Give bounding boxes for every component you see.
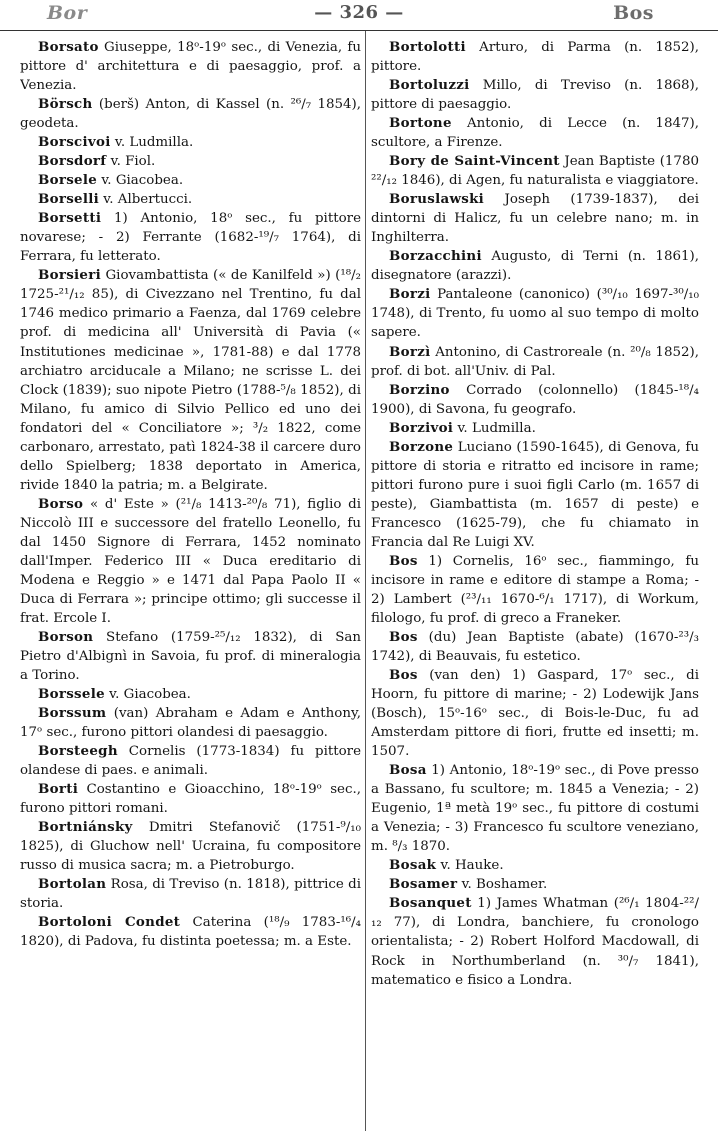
entry-headword: Borssum xyxy=(38,705,107,722)
page-number: — 326 — xyxy=(314,2,404,23)
column-divider xyxy=(365,31,366,1131)
entry-headword: Bosamer xyxy=(389,876,458,893)
entry-headword: Borzino xyxy=(389,381,450,398)
dictionary-entry xyxy=(371,381,699,419)
dictionary-entry xyxy=(371,38,699,76)
dictionary-entry xyxy=(20,628,361,685)
dictionary-entry xyxy=(371,114,699,152)
entry-text: Rosa, di Treviso (n. 1818), pittrice di storia. xyxy=(20,877,361,912)
dictionary-entry xyxy=(20,913,361,951)
entry-text: (van den) 1) Gaspard, 17ᵒ sec., di Hoorn, fu pittore di marine; - 2) Lodewijk Jans (Bosch), 15ᵒ-16ᵒ sec., di Bois-le-Duc, fu ad Amsterdam pittore di fiori, frutte ed insetti; m. 1507. xyxy=(371,668,699,760)
entry-text: 1) Antonio, 18ᵒ sec., fu pittore novarese; - 2) Ferrante (1682-¹⁹/₇ 1764), di Ferrara, fu letterato. xyxy=(20,211,361,265)
entry-text: v. Giacobea. xyxy=(97,173,184,189)
entry-text: 1) James Whatman (²⁶/₁ 1804-²²/₁₂ 77), di Londra, banchiere, fu cronologo orientalista; - 2) Robert Holford Macdowall, di Rock in Northumberland (n. ³⁰/₇ 1841), matematico e fisico a Londra. xyxy=(371,896,699,988)
entry-headword: Bortoloni Condet xyxy=(38,914,181,931)
entry-text: v. Hauke. xyxy=(436,858,504,874)
dictionary-entry xyxy=(371,761,699,856)
entry-text: Costantino e Gioacchino, 18ᵒ-19ᵒ sec., furono pittori romani. xyxy=(20,782,361,817)
entry-text: Luciano (1590-1645), di Genova, fu pittore di storia e ritratto ed incisore in rame; pittori furono pure i suoi figli Carlo (m. 1657 di peste), Giambattista (m. 1657 di peste) e Francesco (1625-79), che fu chiamato in Francia dal Re Luigi XV. xyxy=(371,439,699,550)
entry-headword: Borscivoi xyxy=(38,134,111,151)
entry-text: Antonino, di Castroreale (n. ²⁰/₈ 1852), prof. di bot. all'Univ. di Pal. xyxy=(371,344,699,379)
entry-text: Dmitri Stefanovič (1751-⁹/₁₀ 1825), di Gluchow nell' Ucraina, fu compositore russo di musica sacra; m. a Pietroburgo. xyxy=(20,820,361,874)
entry-headword: Bosanquet xyxy=(389,895,472,912)
running-head-left: Bor xyxy=(47,2,88,24)
dictionary-entry xyxy=(371,628,699,666)
entry-headword: Bos xyxy=(389,628,418,645)
dictionary-entry xyxy=(371,894,699,989)
dictionary-entry xyxy=(371,552,699,628)
dictionary-entry xyxy=(20,266,361,494)
entry-text: Giovambattista (« de Kanilfeld ») (¹⁸/₂ 1725-²¹/₁₂ 85), di Civezzano nel Trentino, fu dal 1746 medico primario a Faenza, dal 1769 celebre prof. di medicina all' Università di Pavia (« Institutiones medicinae », 1781-88) e dal 1778 archiatro arciducale a Milano; ne scrisse L. dei Clock (1839); suo nipote Pietro (1788-⁵/₈ 1852), di Milano, fu amico di Silvio Pellico ed uno dei fondatori del « Conciliatore »; ³/₂ 1822, come carbonaro, arrestato, patì 1824-38 il carcere duro dello Spielberg; 1838 deportato in America, rivide 1840 la patria; m. a Belgirate. xyxy=(20,268,361,493)
entry-text: v. Ludmilla. xyxy=(453,420,536,436)
dictionary-entry xyxy=(20,818,361,875)
dictionary-entry xyxy=(371,666,699,761)
entry-headword: Borselli xyxy=(38,191,100,208)
entry-text: « d' Este » (²¹/₈ 1413-²⁰/₈ 71), figlio di Niccolò III e successore del fratello Leonello, fu dal 1450 Signore di Ferrara, 1452 nominato dall'Imper. Federico III « Duca ereditario di Modena e Reggio » e 1471 dal Papa Paolo II « Duca di Ferrara »; principe ottimo; gli successe il frat. Ercole I. xyxy=(20,496,361,626)
dictionary-entry xyxy=(371,438,699,552)
entry-text: Arturo, di Parma (n. 1852), pittore. xyxy=(371,40,699,75)
entry-headword: Borti xyxy=(38,781,79,798)
entry-text: Millo, di Treviso (n. 1868), pittore di paesaggio. xyxy=(371,78,699,113)
entry-headword: Bos xyxy=(389,667,418,684)
entry-text: Antonio, di Lecce (n. 1847), scultore, a Firenze. xyxy=(371,116,699,151)
entry-text: Cornelis (1773-1834) fu pittore olandese di paes. e animali. xyxy=(20,744,361,779)
entry-headword: Bortone xyxy=(389,115,452,132)
entry-headword: Bortolan xyxy=(38,876,107,893)
entry-headword: Börsch xyxy=(38,96,93,113)
dictionary-entry xyxy=(371,419,699,438)
entry-headword: Bos xyxy=(389,552,418,569)
entry-text: (du) Jean Baptiste (abate) (1670-²³/₃ 1742), di Beauvais, fu estetico. xyxy=(371,629,699,664)
entry-headword: Borzacchini xyxy=(389,248,482,265)
entry-headword: Boruslawski xyxy=(389,191,485,208)
dictionary-entry xyxy=(20,171,361,190)
dictionary-entry xyxy=(371,343,699,381)
entry-text: v. Boshamer. xyxy=(457,877,548,893)
entry-text: 1) Antonio, 18ᵒ-19ᵒ sec., di Pove presso a Bassano, fu scultore; m. 1845 a Venezia; - 2) Eugenio, 1ª metà 19ᵒ sec., fu pittore di costumi a Venezia; - 3) Francesco fu scultore veneziano, m. ⁸/₃ 1870. xyxy=(371,763,699,855)
dictionary-entry xyxy=(371,76,699,114)
entry-headword: Bortoluzzi xyxy=(389,77,470,94)
entry-headword: Borzì xyxy=(389,343,431,360)
dictionary-entry xyxy=(20,38,361,95)
running-head-right: Bos xyxy=(613,2,654,24)
entry-text: Pantaleone (canonico) (³⁰/₁₀ 1697-³⁰/₁₀ 1748), di Trento, fu uomo al suo tempo di molto sapere. xyxy=(371,287,699,341)
entry-text: (van) Abraham e Adam e Anthony, 17ᵒ sec., furono pittori olandesi di paesaggio. xyxy=(20,706,361,741)
dictionary-entry xyxy=(20,133,361,152)
entry-headword: Borsato xyxy=(38,39,99,55)
dictionary-entry xyxy=(20,780,361,818)
dictionary-entry xyxy=(20,190,361,209)
entry-headword: Bosa xyxy=(389,762,427,779)
entry-text: Giuseppe, 18ᵒ-19ᵒ sec., di Venezia, fu pittore d' architettura e di paesaggio, prof. a Venezia. xyxy=(20,40,361,94)
page-header xyxy=(0,0,718,31)
entry-headword: Borso xyxy=(38,495,84,512)
dictionary-entry xyxy=(20,685,361,704)
dictionary-entry xyxy=(20,95,361,133)
entry-headword: Bory de Saint-Vincent xyxy=(389,153,560,170)
entry-text: 1) Cornelis, 16ᵒ sec., fiammingo, fu incisore in rame e editore di stampe a Roma; - 2) Lambert (²³/₁₁ 1670-⁶/₁ 1717), di Workum, filologo, fu prof. di greco a Franeker. xyxy=(371,553,699,626)
entry-text: Joseph (1739-1837), dei dintorni di Halicz, fu un celebre nano; m. in Inghilterra. xyxy=(371,192,699,246)
entry-headword: Bortolotti xyxy=(389,39,466,55)
dictionary-entry xyxy=(20,704,361,742)
dictionary-entry xyxy=(371,856,699,875)
dictionary-entry xyxy=(371,875,699,894)
entry-headword: Borsdorf xyxy=(38,153,107,170)
entry-headword: Borzone xyxy=(389,438,454,455)
dictionary-entry xyxy=(20,209,361,266)
entry-text: Stefano (1759-²⁵/₁₂ 1832), di San Pietro d'Albignì in Savoia, fu prof. di mineralogia a Torino. xyxy=(20,629,361,684)
entry-text: Corrado (colonnello) (1845-¹⁸/₄ 1900), di Savona, fu geografo. xyxy=(371,382,699,417)
dictionary-entry xyxy=(371,285,699,342)
entry-text: Augusto, di Terni (n. 1861), disegnatore (arazzi). xyxy=(371,249,699,284)
dictionary-entry xyxy=(20,152,361,171)
dictionary-entry xyxy=(20,875,361,913)
entry-headword: Borson xyxy=(38,628,94,645)
entry-headword: Borsele xyxy=(38,172,98,189)
right-column xyxy=(371,38,699,1128)
entry-headword: Borsieri xyxy=(38,267,101,284)
entry-text: Jean Baptiste (1780 ²²/₁₂ 1846), di Agen, fu naturalista e viaggiatore. xyxy=(371,154,699,189)
entry-headword: Bortniánsky xyxy=(38,819,133,836)
dictionary-entry xyxy=(371,247,699,285)
left-column xyxy=(20,38,361,1128)
entry-text: (berš) Anton, di Kassel (n. ²⁶/₇ 1854), geodeta. xyxy=(20,97,361,132)
entry-headword: Bosak xyxy=(389,857,437,874)
entry-headword: Borssele xyxy=(38,686,105,703)
dictionary-entry xyxy=(371,190,699,247)
entry-text: v. Ludmilla. xyxy=(110,135,194,151)
entry-text: v. Albertucci. xyxy=(99,192,193,208)
entry-text: Caterina (¹⁸/₉ 1783-¹⁶/₄ 1820), di Padova, fu distinta poetessa; m. a Este. xyxy=(20,915,361,950)
entry-text: v. Giacobea. xyxy=(104,687,191,703)
entry-headword: Borsteegh xyxy=(38,743,118,760)
dictionary-entry xyxy=(20,495,361,628)
dictionary-entry xyxy=(20,742,361,780)
entry-headword: Borsetti xyxy=(38,210,102,227)
entry-text: v. Fiol. xyxy=(106,154,156,170)
entry-headword: Borzivoi xyxy=(389,419,454,436)
dictionary-entry xyxy=(371,152,699,190)
entry-headword: Borzi xyxy=(389,286,431,303)
